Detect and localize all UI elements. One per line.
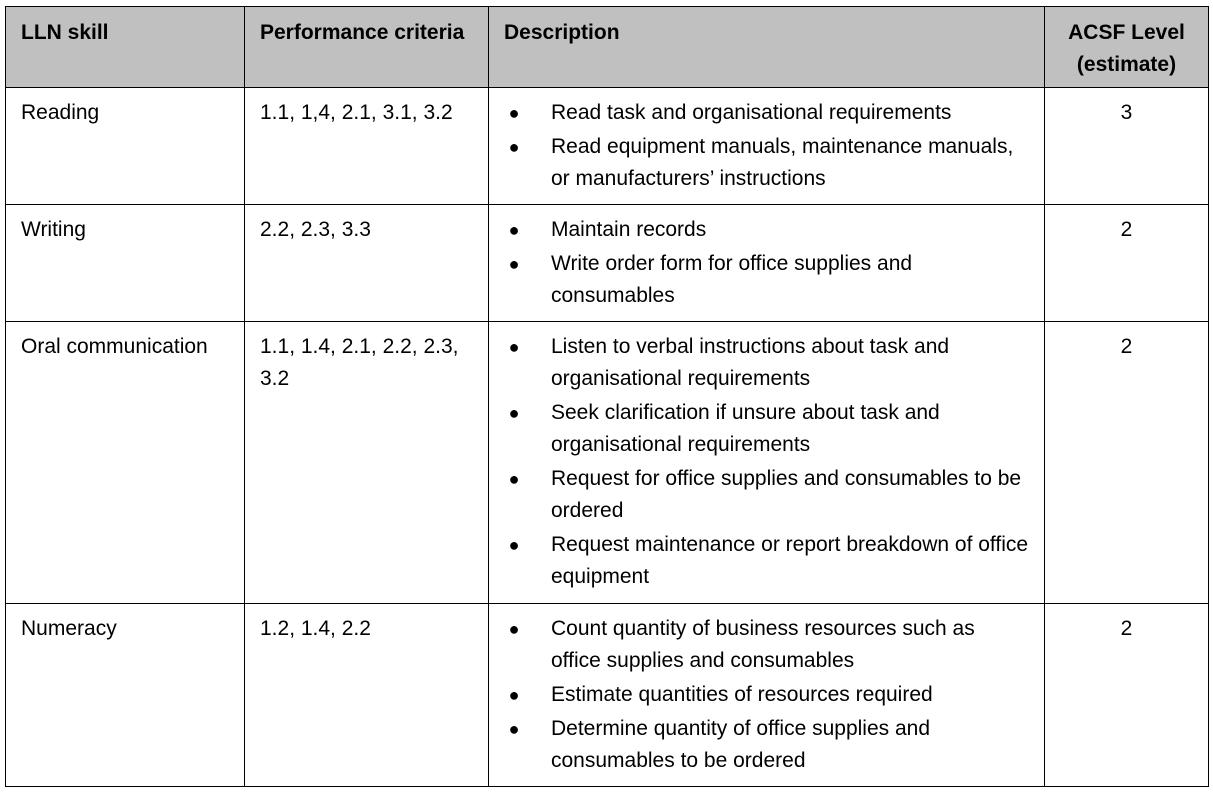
lln-skills-table [5, 6, 1209, 787]
description-list [504, 613, 1030, 777]
bullet-icon: ● [508, 685, 520, 705]
list-item [504, 397, 1030, 461]
bullet-icon: ● [508, 619, 520, 639]
header-lln-skill: LLN skill [6, 7, 245, 88]
bullet-icon: ● [508, 403, 520, 423]
cell-description [489, 205, 1045, 322]
header-description: Description [489, 7, 1045, 88]
cell-criteria: 2.2, 2.3, 3.3 [245, 205, 489, 322]
header-row [6, 7, 1209, 88]
cell-acsf-level: 2 [1045, 205, 1209, 322]
bullet-icon: ● [508, 254, 520, 274]
cell-criteria: 1.1, 1.4, 2.1, 2.2, 2.3, 3.2 [245, 322, 489, 604]
bullet-icon: ● [508, 719, 520, 739]
bullet-icon: ● [508, 469, 520, 489]
table-row-reading [6, 88, 1209, 205]
table-row-writing [6, 205, 1209, 322]
cell-description [489, 604, 1045, 787]
list-item-text: Request maintenance or report breakdown of office equipment [551, 533, 1029, 588]
description-list [504, 331, 1030, 593]
cell-criteria: 1.2, 1.4, 2.2 [245, 604, 489, 787]
description-list [504, 97, 1030, 195]
bullet-icon: ● [508, 535, 520, 555]
list-item [504, 613, 1030, 677]
lln-skills-table-container [5, 6, 1209, 787]
list-item-text: Determine quantity of office supplies and consumables to be ordered [551, 717, 931, 772]
list-item-text: Read equipment manuals, maintenance manuals, or manufacturers’ instructions [551, 135, 1014, 190]
cell-description [489, 88, 1045, 205]
cell-criteria: 1.1, 1,4, 2.1, 3.1, 3.2 [245, 88, 489, 205]
list-item-text: Maintain records [551, 218, 707, 241]
bullet-icon: ● [508, 220, 520, 240]
cell-skill: Writing [6, 205, 245, 322]
list-item-text: Write order form for office supplies and consumables [551, 252, 913, 307]
table-row-numeracy [6, 604, 1209, 787]
list-item [504, 248, 1030, 312]
list-item [504, 529, 1030, 593]
cell-acsf-level: 2 [1045, 322, 1209, 604]
table-row-oral-communication [6, 322, 1209, 604]
table-body [6, 88, 1209, 787]
cell-acsf-level: 2 [1045, 604, 1209, 787]
list-item [504, 463, 1030, 527]
list-item-text: Estimate quantities of resources required [551, 683, 933, 706]
description-list [504, 214, 1030, 312]
list-item [504, 713, 1030, 777]
header-performance-criteria: Performance criteria [245, 7, 489, 88]
cell-skill: Numeracy [6, 604, 245, 787]
cell-skill: Oral communication [6, 322, 245, 604]
bullet-icon: ● [508, 137, 520, 157]
cell-acsf-level: 3 [1045, 88, 1209, 205]
cell-skill: Reading [6, 88, 245, 205]
bullet-icon: ● [508, 337, 520, 357]
list-item [504, 679, 1030, 711]
list-item-text: Seek clarification if unsure about task and organisational requirements [551, 401, 940, 456]
list-item [504, 97, 1030, 129]
header-acsf-level: ACSF Level (estimate) [1045, 7, 1209, 88]
cell-description [489, 322, 1045, 604]
list-item-text: Count quantity of business resources such as office supplies and consumables [551, 617, 975, 672]
table-header [6, 7, 1209, 88]
list-item-text: Listen to verbal instructions about task and organisational requirements [551, 335, 950, 390]
list-item [504, 131, 1030, 195]
list-item [504, 331, 1030, 395]
bullet-icon: ● [508, 103, 520, 123]
list-item-text: Request for office supplies and consumables to be ordered [551, 467, 1022, 522]
list-item-text: Read task and organisational requirements [551, 101, 952, 124]
list-item [504, 214, 1030, 246]
